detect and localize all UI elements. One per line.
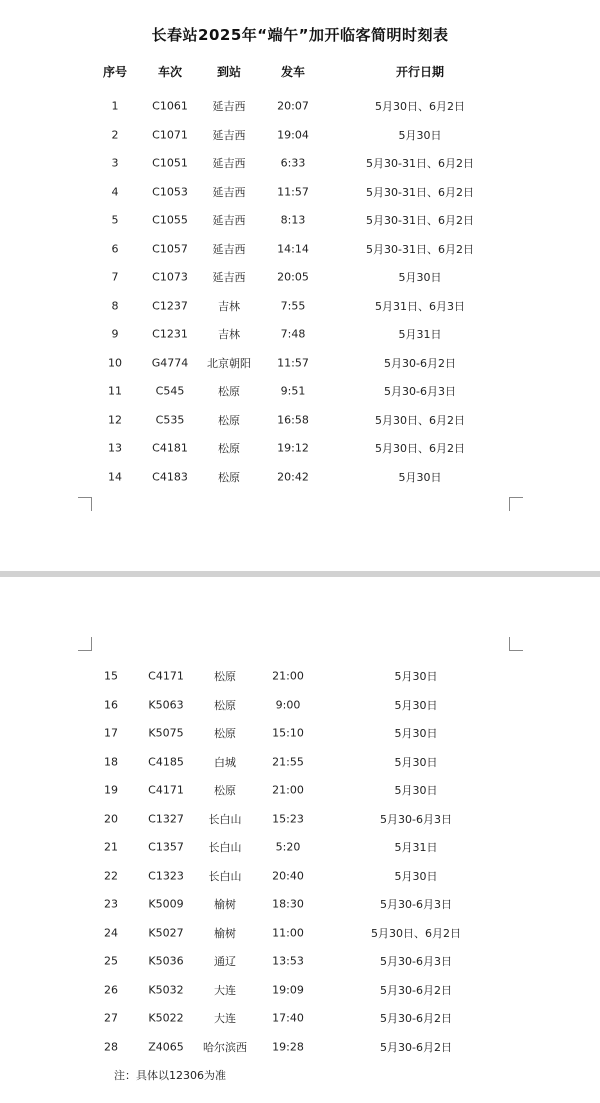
departure-cell: 20:42 <box>277 470 309 484</box>
station-cell: 延吉西 <box>212 157 246 171</box>
departure-cell: 21:55 <box>272 755 304 769</box>
train-cell: Z4065 <box>148 1040 184 1054</box>
train-cell: C1051 <box>152 156 188 170</box>
train-cell: K5075 <box>148 726 184 740</box>
station-cell: 延吉西 <box>212 128 246 142</box>
dates-cell: 5月30日 <box>394 784 438 798</box>
station-cell: 大连 <box>214 983 236 997</box>
train-cell: C1057 <box>152 242 188 256</box>
dates-cell: 5月30-6月3日 <box>380 898 452 912</box>
dates-cell: 5月30-31日、6月2日 <box>366 157 474 171</box>
dates-cell: 5月30-6月2日 <box>380 1041 452 1055</box>
train-cell: C1073 <box>152 270 188 284</box>
seq-cell: 5 <box>111 213 119 227</box>
departure-cell: 17:40 <box>272 1011 304 1025</box>
train-cell: K5027 <box>148 926 184 940</box>
departure-cell: 20:07 <box>277 99 309 113</box>
departure-cell: 20:05 <box>277 270 309 284</box>
train-cell: C545 <box>155 384 185 398</box>
dates-cell: 5月31日 <box>398 328 442 342</box>
seq-cell: 12 <box>108 413 122 427</box>
train-cell: C535 <box>155 413 185 427</box>
seq-cell: 22 <box>104 869 118 883</box>
station-cell: 延吉西 <box>212 185 246 199</box>
dates-cell: 5月30日、6月2日 <box>375 413 465 427</box>
station-cell: 松原 <box>214 670 236 683</box>
station-cell: 哈尔滨西 <box>203 1041 247 1055</box>
station-cell: 通辽 <box>214 955 236 969</box>
dates-cell: 5月30日、6月2日 <box>375 100 465 113</box>
station-cell: 松原 <box>218 442 240 456</box>
departure-cell: 11:57 <box>277 356 309 370</box>
seq-cell: 7 <box>111 270 119 284</box>
seq-cell: 25 <box>104 954 118 968</box>
train-cell: C4185 <box>148 755 184 769</box>
departure-cell: 16:58 <box>277 413 309 427</box>
page-divider <box>0 571 600 577</box>
dates-cell: 5月31日 <box>394 841 438 855</box>
seq-cell: 11 <box>108 384 122 398</box>
departure-cell: 9:51 <box>280 384 306 398</box>
page-corner-mark <box>78 497 92 511</box>
departure-cell: 13:53 <box>272 954 304 968</box>
dates-cell: 5月30-31日、6月2日 <box>366 185 474 199</box>
dates-cell: 5月30-31日、6月2日 <box>366 214 474 228</box>
station-cell: 松原 <box>214 727 236 741</box>
train-cell: C1071 <box>152 128 188 142</box>
station-cell: 延吉西 <box>212 271 246 285</box>
station-cell: 松原 <box>214 784 236 798</box>
departure-cell: 15:10 <box>272 726 304 740</box>
train-cell: C1231 <box>152 327 188 341</box>
departure-cell: 19:09 <box>272 983 304 997</box>
station-cell: 延吉西 <box>212 242 246 256</box>
dates-cell: 5月30-31日、6月2日 <box>366 242 474 256</box>
seq-cell: 26 <box>104 983 118 997</box>
seq-cell: 9 <box>111 327 119 341</box>
column-header: 到站 <box>216 65 242 79</box>
seq-cell: 4 <box>111 185 119 199</box>
departure-cell: 18:30 <box>272 897 304 911</box>
dates-cell: 5月30日 <box>394 698 438 712</box>
departure-cell: 7:55 <box>280 299 306 313</box>
dates-cell: 5月30日 <box>394 727 438 741</box>
page-corner-mark <box>509 637 523 651</box>
departure-cell: 19:04 <box>277 128 309 142</box>
station-cell: 白城 <box>214 755 236 769</box>
seq-cell: 24 <box>104 926 118 940</box>
dates-cell: 5月30日 <box>394 869 438 883</box>
departure-cell: 5:20 <box>275 840 301 854</box>
station-cell: 长白山 <box>208 869 242 883</box>
station-cell: 松原 <box>214 698 236 712</box>
station-cell: 松原 <box>218 471 240 485</box>
train-cell: C1055 <box>152 213 188 227</box>
train-cell: K5009 <box>148 897 184 911</box>
train-cell: K5036 <box>148 954 184 968</box>
train-cell: C4181 <box>152 441 188 455</box>
station-cell: 延吉西 <box>212 100 246 113</box>
seq-cell: 18 <box>104 755 118 769</box>
train-cell: K5063 <box>148 698 184 712</box>
dates-cell: 5月30日 <box>394 670 438 683</box>
station-cell: 大连 <box>214 1012 236 1026</box>
dates-cell: 5月30日 <box>398 271 442 285</box>
station-cell: 吉林 <box>218 299 240 313</box>
seq-cell: 20 <box>104 812 118 826</box>
dates-cell: 5月30日 <box>398 471 442 485</box>
dates-cell: 5月30-6月2日 <box>380 1012 452 1026</box>
dates-cell: 5月30-6月3日 <box>380 812 452 826</box>
station-cell: 延吉西 <box>212 214 246 228</box>
train-cell: C1327 <box>148 812 184 826</box>
departure-cell: 7:48 <box>280 327 306 341</box>
seq-cell: 8 <box>111 299 119 313</box>
seq-cell: 14 <box>108 470 122 484</box>
column-header: 开行日期 <box>395 65 445 79</box>
station-cell: 北京朝阳 <box>207 356 251 370</box>
seq-cell: 15 <box>104 669 118 683</box>
seq-cell: 13 <box>108 441 122 455</box>
departure-cell: 19:28 <box>272 1040 304 1054</box>
station-cell: 榆树 <box>214 898 236 912</box>
train-cell: C1061 <box>152 99 188 113</box>
station-cell: 长白山 <box>208 812 242 826</box>
dates-cell: 5月30日、6月2日 <box>375 442 465 456</box>
departure-cell: 20:40 <box>272 869 304 883</box>
train-cell: C1237 <box>152 299 188 313</box>
dates-cell: 5月30日 <box>394 755 438 769</box>
dates-cell: 5月30-6月3日 <box>380 955 452 969</box>
seq-cell: 23 <box>104 897 118 911</box>
departure-cell: 21:00 <box>272 783 304 797</box>
departure-cell: 11:57 <box>277 185 309 199</box>
seq-cell: 6 <box>111 242 119 256</box>
departure-cell: 21:00 <box>272 669 304 683</box>
departure-cell: 8:13 <box>280 213 306 227</box>
seq-cell: 1 <box>111 99 119 113</box>
seq-cell: 19 <box>104 783 118 797</box>
departure-cell: 11:00 <box>272 926 304 940</box>
column-header: 车次 <box>157 65 183 79</box>
page-corner-mark <box>509 497 523 511</box>
departure-cell: 15:23 <box>272 812 304 826</box>
column-header: 序号 <box>102 65 128 79</box>
train-cell: K5032 <box>148 983 184 997</box>
column-header: 发车 <box>280 65 306 79</box>
station-cell: 吉林 <box>218 328 240 342</box>
train-cell: C4171 <box>148 669 184 683</box>
seq-cell: 17 <box>104 726 118 740</box>
departure-cell: 14:14 <box>277 242 309 256</box>
dates-cell: 5月30日 <box>398 128 442 142</box>
dates-cell: 5月31日、6月3日 <box>375 299 465 313</box>
page-corner-mark <box>78 637 92 651</box>
train-cell: C1053 <box>152 185 188 199</box>
train-cell: G4774 <box>151 356 189 370</box>
train-cell: C1357 <box>148 840 184 854</box>
station-cell: 松原 <box>218 413 240 427</box>
dates-cell: 5月30-6月3日 <box>384 385 456 399</box>
seq-cell: 3 <box>111 156 119 170</box>
seq-cell: 10 <box>108 356 122 370</box>
station-cell: 松原 <box>218 385 240 399</box>
seq-cell: 2 <box>111 128 119 142</box>
dates-cell: 5月30日、6月2日 <box>371 926 461 940</box>
seq-cell: 21 <box>104 840 118 854</box>
train-cell: C1323 <box>148 869 184 883</box>
train-cell: C4171 <box>148 783 184 797</box>
departure-cell: 19:12 <box>277 441 309 455</box>
seq-cell: 16 <box>104 698 118 712</box>
departure-cell: 6:33 <box>280 156 306 170</box>
seq-cell: 27 <box>104 1011 118 1025</box>
dates-cell: 5月30-6月2日 <box>384 356 456 370</box>
train-cell: C4183 <box>152 470 188 484</box>
seq-cell: 28 <box>104 1040 118 1054</box>
train-cell: K5022 <box>148 1011 184 1025</box>
departure-cell: 9:00 <box>275 698 301 712</box>
page-title: 长春站2025年“端午”加开临客简明时刻表 <box>151 26 449 44</box>
station-cell: 榆树 <box>214 926 236 940</box>
dates-cell: 5月30-6月2日 <box>380 983 452 997</box>
footnote: 注：具体以12306为准 <box>114 1069 226 1082</box>
station-cell: 长白山 <box>208 841 242 855</box>
